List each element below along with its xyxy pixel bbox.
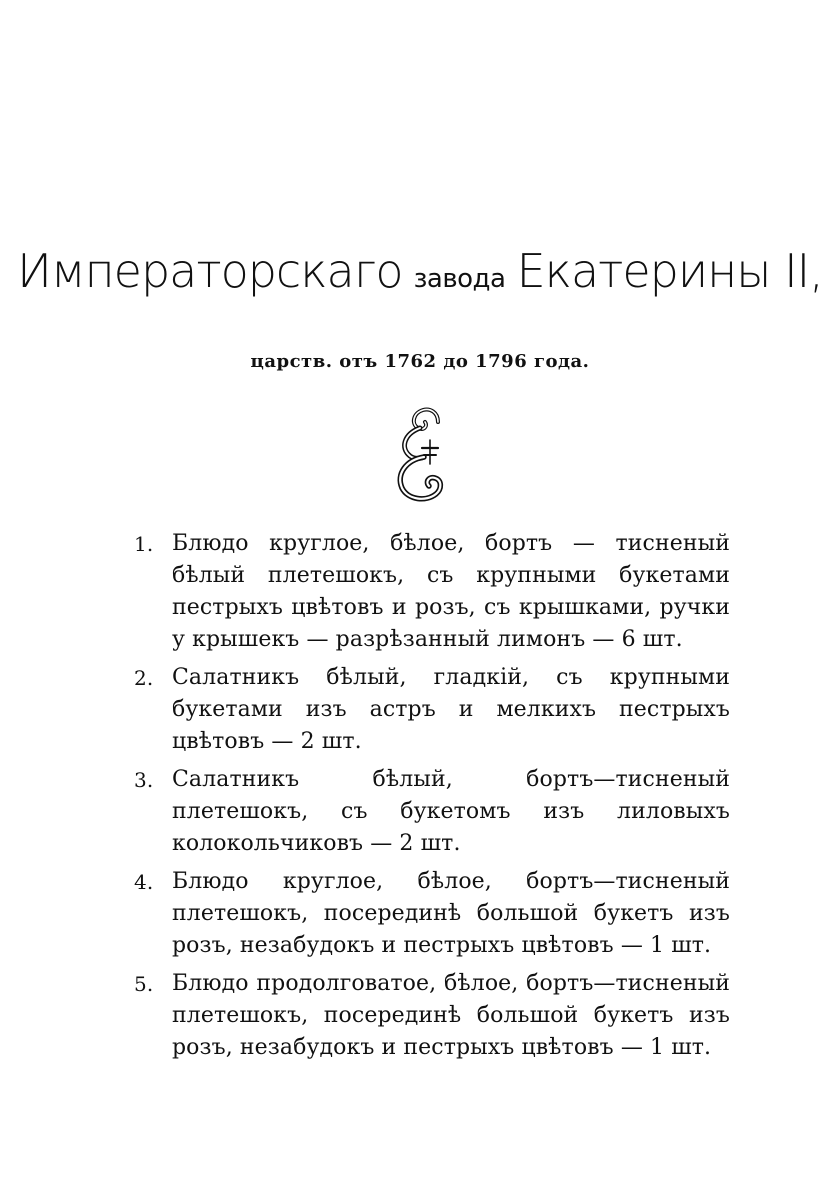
reign-dates: царств. отъ 1762 до 1796 года.	[250, 351, 590, 372]
entry-text: Салатникъ бѣлый, гладкій, съ крупными букетами изъ астръ и мелкихъ пестрыхъ цвѣтовъ — 2 шт.	[172, 665, 730, 754]
catalog-entry	[130, 764, 730, 860]
title-part-factory: завода	[413, 264, 506, 294]
catalog-entry	[130, 866, 730, 962]
entry-number: 4.	[134, 870, 154, 894]
catalog-entry	[130, 968, 730, 1064]
catalog-entry-list	[130, 528, 730, 1070]
ornamental-monogram-icon	[380, 400, 460, 510]
entry-number: 3.	[134, 768, 154, 792]
entry-text: Блюдо продолговатое, бѣлое, бортъ—тисненый плетешокъ, посерединѣ большой букетъ изъ розъ, незабудокъ и пестрыхъ цвѣтовъ — 1 шт.	[172, 971, 730, 1060]
title-part-imperial: Императорскаго	[17, 244, 403, 298]
entry-text: Блюдо круглое, бѣлое, бортъ—тисненый плетешокъ, посерединѣ большой букетъ изъ розъ, незабудокъ и пестрыхъ цвѣтовъ — 1 шт.	[172, 869, 730, 958]
title-part-catherine: Екатерины II,	[516, 244, 823, 298]
entry-text: Блюдо круглое, бѣлое, бортъ — тисненый бѣлый плетешокъ, съ крупными букетами пестрыхъ цвѣтовъ и розъ, съ крышками, ручки у крышекъ — разрѣзанный лимонъ — 6 шт.	[172, 531, 730, 652]
entry-number: 5.	[134, 972, 154, 996]
entry-number: 1.	[134, 532, 154, 556]
entry-text: Салатникъ бѣлый, бортъ—тисненый плетешокъ, съ букетомъ изъ лиловыхъ колокольчиковъ — 2 шт.	[172, 767, 730, 856]
page-title	[0, 244, 840, 298]
catalog-entry	[130, 528, 730, 656]
catalog-entry	[130, 662, 730, 758]
entry-number: 2.	[134, 666, 154, 690]
